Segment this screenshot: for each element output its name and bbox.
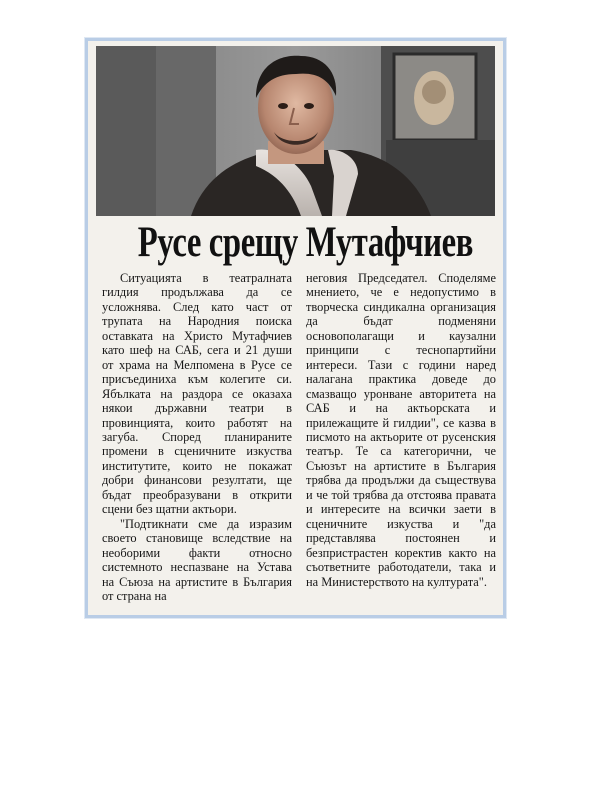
column-right	[306, 271, 496, 616]
paragraph: "Подтикнати сме да изразим своето становище вследствие на необорими факти относно системното неспазване на Устава на Съюза на артистите в България от страна на	[102, 516, 292, 603]
article-body	[102, 271, 496, 616]
paragraph: неговия Председател. Споделяме мнението, че е недопустимо в творческа синдикална организация да бъдат подменяни основополагащи и каузални принципи с теснопартийни интереси. Тази с години наред налагана практика доведе до смазващо уронване авторитета на САБ и на актьорската и прилежащите й гилдии", се казва в писмото на актьорите от русенския театър. Те са категорични, че Съюзът на артистите в България трябва да продължи да съществува и че той трябва да отстоява правата и интересите на всички заети в сценичните изкуства и "да представлява постоянен и безпристрастен коректив както на съответните работодатели, така и на Министерството на културата".	[306, 271, 496, 589]
column-left	[102, 271, 292, 616]
article-photo	[96, 46, 495, 216]
paragraph: Ситуацията в театралната гилдия продължава да се усложнява. След като част от трупата на Народния поиска оставката на Христо Мутафчиев като шеф на САБ, сега и 21 души от храма на Мелпомена в Русе се присъединиха към колегите си. Ябълката на раздора се оказаха някои държавни театри в провинцията, които работят на загуба. Според планираните промени в сценичните изкуства институтите, които не покажат добри финансови резултати, ще бъдат преобразувани в открити сцени без щатни актьори.	[102, 271, 292, 517]
photo-illustration	[96, 46, 495, 216]
headline: Русе срещу Мутафчиев	[137, 219, 474, 266]
newspaper-clipping	[85, 38, 506, 618]
